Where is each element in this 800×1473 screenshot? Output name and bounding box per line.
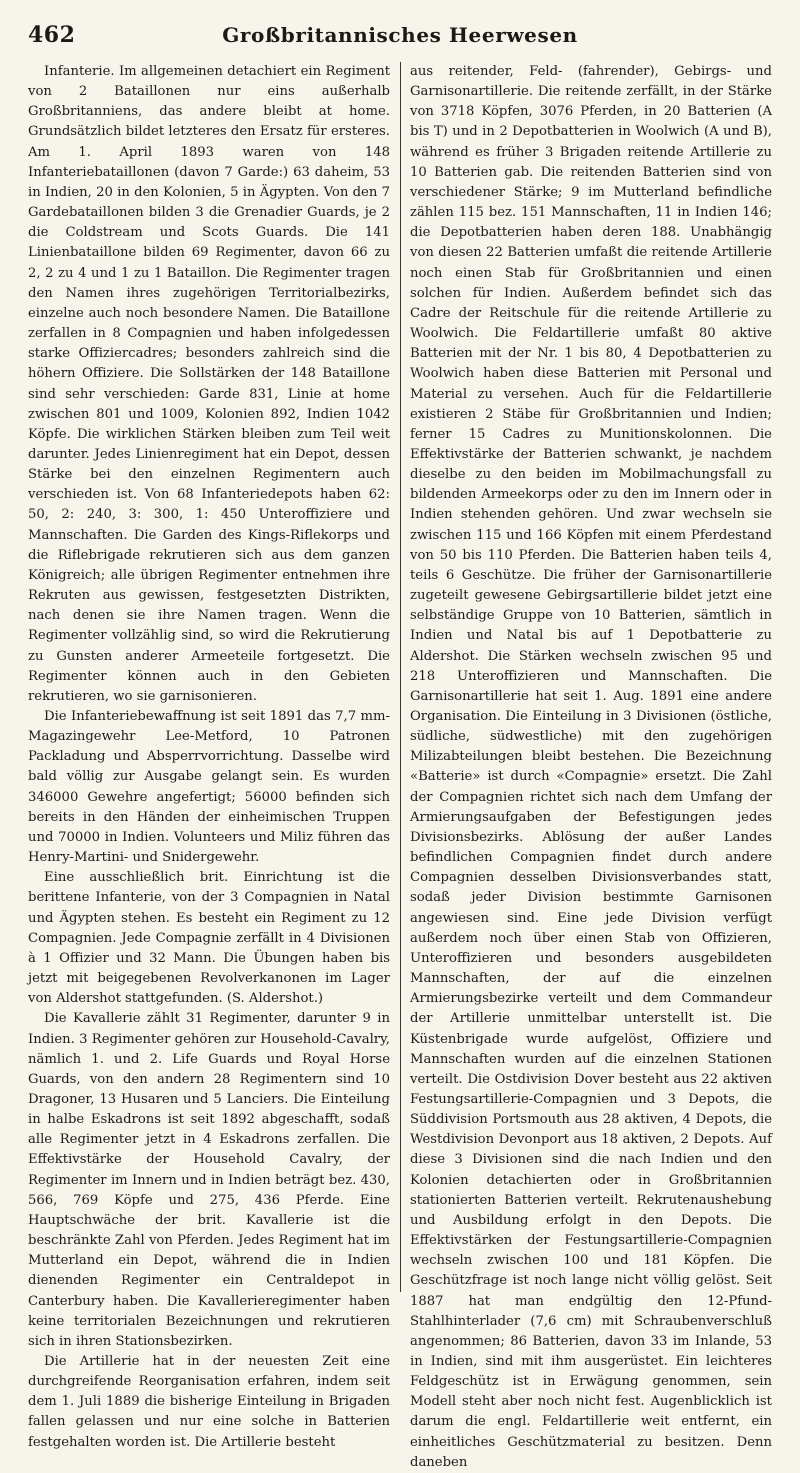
paragraph-infanterie: Infanterie. Im allgemeinen detachiert ein Regiment von 2 Bataillonen nur eins außerhalb Großbritanniens, das andere bleibt at home. Grundsätzlich bildet letzteres den Ersatz für ersteres. Am 1. April 1893 waren von 148 Infanteriebataillonen (davon 7 Garde:) 63 daheim, 53 in Indien, 20 in den Kolonien, 5 in Ägypten. Von den 7 Gardebataillonen bilden 3 die Grenadier Guards, je 2 die Coldstream und Scots Guards. Die 141 Linienbataillone bilden 69 Regimenter, davon 66 zu 2, 2 zu 4 und 1 zu 1 Bataillon. Die Regimenter tragen den Namen ihres zugehörigen Territorialbezirks, einzelne auch noch besondere Namen. Die Bataillone zerfallen in 8 Compagnien und haben infolgedessen starke Offiziercadres; besonders zahlreich sind die höhern Offiziere. Die Sollstärken der 148 Bataillone sind sehr verschieden: Garde 831, Linie at home zwischen 801 und 1009, Kolonien 892, Indien 1042 Köpfe. Die wirklichen Stärken bleiben zum Teil weit darunter. Jedes Linienregiment hat ein Depot, dessen Stärke bei den einzelnen Regimentern auch verschieden ist. Von 68 Infanteriedepots haben 62: 50, 2: 240, 3: 300, 1: 450 Unteroffiziere und Mannschaften. Die Garden des Kings-Riflekorps und die Riflebrigade rekrutieren sich aus dem ganzen Königreich; alle übrigen Regimenter entnehmen ihre Rekruten aus gewissen, festgesetzten Distrikten, nach denen sie ihre Namen tragen. Wenn die Regimenter vollzählig sind, so wird die Rekrutierung zu Gunsten anderer Armeeteile fortgesetzt. Die Regimenter können auch in den Gebieten rekrutieren, wo sie garnisonieren. <box>28 64 390 704</box>
text-columns <box>28 62 772 1470</box>
running-title: Großbritannisches Heerwesen <box>222 23 578 47</box>
right-column <box>410 62 772 1470</box>
left-column <box>28 62 390 1450</box>
paragraph-kavallerie: Die Kavallerie zählt 31 Regimenter, darunter 9 in Indien. 3 Regimenter gehören zur Household-Cavalry, nämlich 1. und 2. Life Guards und Royal Horse Guards, von den andern 28 Regimentern sind 10 Dragoner, 13 Husaren und 5 Lanciers. Die Einteilung in halbe Eskadrons ist seit 1892 abgeschafft, sodaß alle Regimenter jetzt in 4 Eskadrons zerfallen. Die Effektivstärke der Household Cavalry, der Regimenter im Innern und in Indien beträgt bez. 430, 566, 769 Köpfe und 275, 436 Pferde. Eine Hauptschwäche der brit. Kavallerie ist die beschränkte Zahl von Pferden. Jedes Regiment hat im Mutterland ein Depot, während die in Indien dienenden Regimenter ein Centraldepot in Canterbury haben. Die Kavallerieregimenter haben keine territorialen Bezeichnungen und rekrutieren sich in ihren Stationsbezirken. <box>28 1011 390 1349</box>
page-number: 462 <box>28 22 76 48</box>
page-header <box>28 20 772 54</box>
paragraph-berittene-infanterie: Eine ausschließlich brit. Einrichtung ist die berittene Infanterie, von der 3 Compagnien in Natal und Ägypten stehen. Es besteht ein Regiment zu 12 Compagnien. Jede Compagnie zerfällt in 4 Divisionen à 1 Offizier und 32 Mann. Die Übungen haben bis jetzt mit beigegebenen Revolverkanonen im Lager von Aldershot stattgefunden. (S. Aldershot.) <box>28 870 390 1007</box>
column-divider <box>400 62 401 1292</box>
paragraph-artillerie-continued: aus reitender, Feld- (fahrender), Gebirgs- und Garnisonartillerie. Die reitende zerfällt, in der Stärke von 3718 Köpfen, 3076 Pferden, in 20 Batterien (A bis T) und in 2 Depotbatterien in Woolwich (A und B), während es früher 3 Brigaden reitende Artillerie zu 10 Batterien gab. Die reitenden Batterien sind von verschiedener Stärke; 9 im Mutterland befindliche zählen 115 bez. 151 Mannschaften, 11 in Indien 146; die Depotbatterien haben deren 188. Unabhängig von diesen 22 Batterien umfaßt die reitende Artillerie noch einen Stab für Großbritannien und einen solchen für Indien. Außerdem befindet sich das Cadre der Reitschule für die reitende Artillerie zu Woolwich. Die Feldartillerie umfaßt 80 aktive Batterien mit der Nr. 1 bis 80, 4 Depotbatterien zu Woolwich haben diese Batterien mit Personal und Material zu versehen. Auch für die Feldartillerie existieren 2 Stäbe für Großbritannien und Indien; ferner 15 Cadres zu Munitionskolonnen. Die Effektivstärke der Batterien schwankt, je nachdem dieselbe zu den beiden im Mobilmachungsfall zu bildenden Armeekorps oder zu den im Innern oder in Indien stehenden gehören. Und zwar wechseln sie zwischen 115 und 166 Köpfen mit einem Pferdestand von 50 bis 110 Pferden. Die Batterien haben teils 4, teils 6 Geschütze. Die früher der Garnisonartillerie zugeteilt gewesene Gebirgsartillerie bildet jetzt eine selbständige Gruppe von 10 Batterien, sämtlich in Indien und Natal bis auf 1 Depotbatterie zu Aldershot. Die Stärken wechseln zwischen 95 und 218 Unteroffizieren und Mannschaften. Die Garnisonartillerie hat seit 1. Aug. 1891 eine andere Organisation. Die Einteilung in 3 Divisionen (östliche, südliche, südwestliche) mit den zugehörigen Milizabteilungen bleibt bestehen. Die Bezeichnung «Batterie» ist durch «Compagnie» ersetzt. Die Zahl der Compagnien richtet sich nach dem Umfang der Armierungsaufgaben der Befestigungen jedes Divisionsbezirks. Ablösung der außer Landes befindlichen Compagnien findet durch andere Compagnien desselben Divisionsverbandes statt, sodaß jeder Division bestimmte Garnisonen angewiesen sind. Eine jede Division verfügt außerdem noch über einen Stab von Offizieren, Unteroffizieren und besonders ausgebildeten Mannschaften, der auf die einzelnen Armierungsbezirke verteilt und dem Commandeur der Artillerie unmittelbar unterstellt ist. Die Küstenbrigade wurde aufgelöst, Offiziere und Mannschaften wurden auf die einzelnen Stationen verteilt. Die Ostdivision Dover besteht aus 22 aktiven Festungsartillerie-Compagnien und 3 Depots, die Süddivision Portsmouth aus 28 aktiven, 4 Depots, die Westdivision Devonport aus 18 aktiven, 2 Depots. Auf diese 3 Divisionen sind die nach Indien und den Kolonien detachierten oder in Großbritannien stationierten Batterien verteilt. Rekrutenaushebung und Ausbildung erfolgt in den Depots. Die Effektivstärken der Festungsartillerie-Compagnien wechseln zwischen 100 und 181 Köpfen. Die Geschützfrage ist noch lange nicht völlig gelöst. Seit 1887 hat man endgültig den 12-Pfund-Stahlhinterlader (7,6 cm) mit Schraubenverschluß angenommen; 86 Batterien, davon 33 im Inlande, 53 in Indien, sind mit ihm ausgerüstet. Ein leichteres Feldgeschütz ist in Erwägung genommen, sein Modell steht aber noch nicht fest. Augenblicklich ist darum die engl. Feldartillerie weit entfernt, ein einheitliches Geschützmaterial zu besitzen. Denn daneben <box>410 64 772 1470</box>
paragraph-bewaffnung: Die Infanteriebewaffnung ist seit 1891 das 7,7 mm-Magazingewehr Lee-Metford, 10 Patronen Packladung und Absperrvorrichtung. Dasselbe wird bald völlig zur Ausgabe gelangt sein. Es wurden 346000 Gewehre angefertigt; 56000 befinden sich bereits in den Händen der einheimischen Truppen und 70000 in Indien. Volunteers und Miliz führen das Henry-Martini- und Snidergewehr. <box>28 709 390 866</box>
paragraph-artillerie: Die Artillerie hat in der neuesten Zeit eine durchgreifende Reorganisation erfahren, indem seit dem 1. Juli 1889 die bisherige Einteilung in Brigaden fallen gelassen und nur eine solche in Batterien festgehalten worden ist. Die Artillerie besteht <box>28 1354 390 1450</box>
